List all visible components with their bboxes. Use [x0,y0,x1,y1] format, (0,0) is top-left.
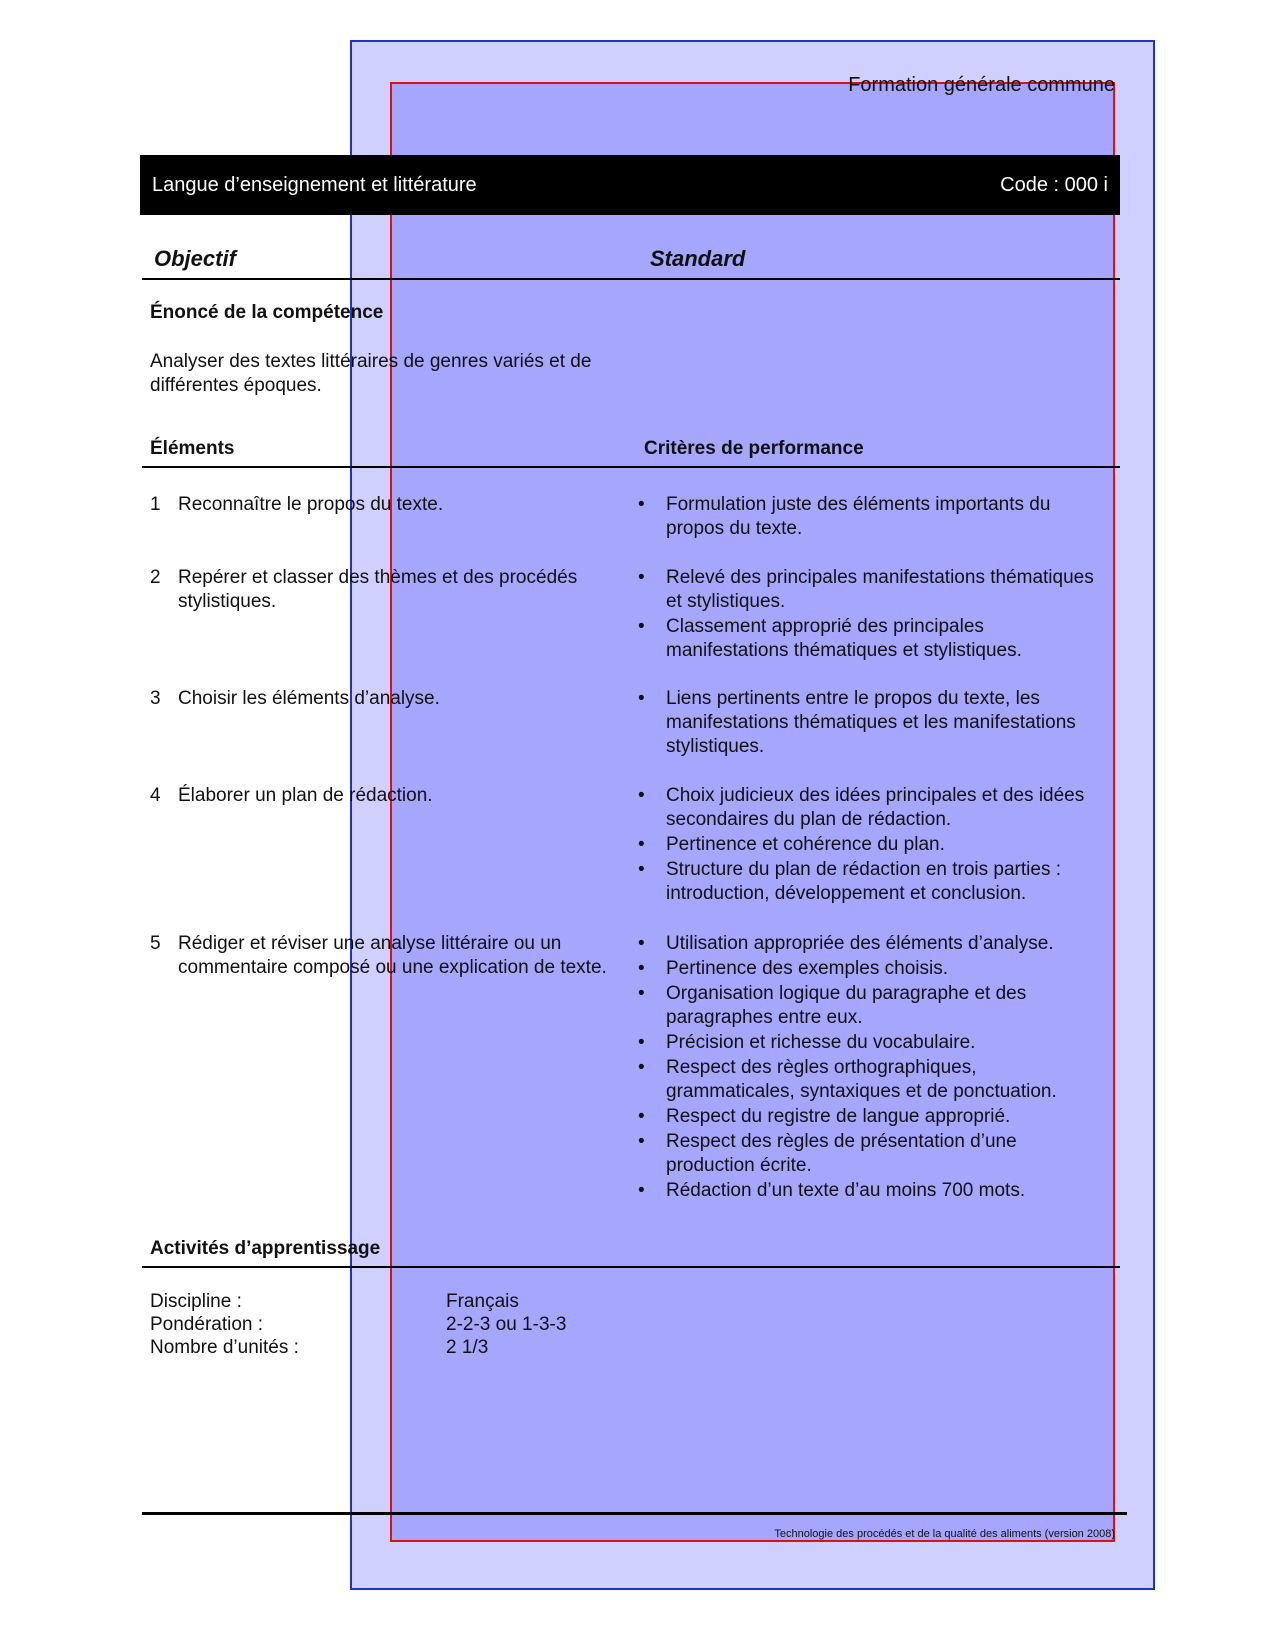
element-item [150,493,630,517]
element-item [150,784,630,808]
bullet-icon: • [638,933,645,954]
course-banner [140,155,1120,215]
discipline-label: Discipline : [150,1291,242,1312]
criteria-list [638,784,1108,907]
criteria-list [638,687,1108,760]
bullet-icon: • [638,688,645,709]
element-number: 3 [150,688,161,709]
criteria-label: Critères de performance [644,438,864,459]
ponderation-label: Pondération : [150,1314,264,1335]
enonce-label: Énoncé de la compétence [150,302,384,323]
element-text: Choisir les éléments d’analyse. [178,688,440,709]
units-value: 2 1/3 [446,1337,489,1358]
criteria-list [638,566,1108,664]
objective-label: Objectif [154,246,236,271]
element-item [150,687,630,711]
ponderation-value: 2-2-3 ou 1-3-3 [446,1314,567,1335]
element-number: 2 [150,567,161,588]
criterion-item: • Organisation logique du paragraphe et des paragraphes entre eux. [638,983,1027,1028]
bullet-icon: • [638,1057,645,1078]
discipline-value: Français [446,1291,519,1312]
bullet-icon: • [638,1180,645,1201]
criterion-item: • Respect des règles orthographiques, grammaticales, syntaxiques et de ponctuation. [638,1057,1057,1102]
criterion-item: • Utilisation appropriée des éléments d’analyse. [638,933,1054,954]
criterion-item: • Respect du registre de langue approprié. [638,1106,1011,1127]
objective-header [142,242,1120,280]
footer-text: Technologie des procédés et de la qualité des aliments (version 2008) [774,1528,1115,1540]
footer-rule [142,1512,1127,1515]
bullet-icon: • [638,834,645,855]
course-title: Langue d’enseignement et littérature [152,173,477,196]
element-number: 5 [150,933,161,954]
bullet-icon: • [638,567,645,588]
element-text: Reconnaître le propos du texte. [178,494,444,515]
bullet-icon: • [638,785,645,806]
criterion-item: • Structure du plan de rédaction en trois parties : introduction, développement et conclusion. [638,859,1062,904]
bullet-icon: • [638,1131,645,1152]
criterion-item: • Respect des règles de présentation d’une production écrite. [638,1131,1017,1176]
activities-label: Activités d’apprentissage [150,1238,381,1259]
bullet-icon: • [638,494,645,515]
criterion-item: • Rédaction d’un texte d’au moins 700 mots. [638,1180,1026,1201]
criteria-list [638,493,1108,542]
standard-label: Standard [650,246,746,271]
criterion-item: • Classement approprié des principales manifestations thématiques et stylistiques. [638,616,1022,661]
units-label: Nombre d’unités : [150,1337,299,1358]
bullet-icon: • [638,1106,645,1127]
elements-header [142,436,1120,468]
elements-label: Éléments [150,438,235,459]
criterion-item: • Pertinence des exemples choisis. [638,958,948,979]
element-text: Élaborer un plan de rédaction. [178,785,433,806]
criterion-item: • Précision et richesse du vocabulaire. [638,1032,976,1053]
activities-header [142,1236,1120,1268]
running-head: Formation générale commune [848,74,1115,96]
criterion-item: • Formulation juste des éléments importants du propos du texte. [638,494,1051,539]
bullet-icon: • [638,616,645,637]
element-item [150,566,630,614]
element-item [150,932,630,980]
element-text: Repérer et classer des thèmes et des procédés stylistiques. [178,567,578,612]
bullet-icon: • [638,983,645,1004]
criterion-item: • Liens pertinents entre le propos du texte, les manifestations thématiques et les manifestations stylistiques. [638,688,1076,757]
criteria-list [638,932,1108,1204]
bullet-icon: • [638,958,645,979]
element-number: 1 [150,494,161,515]
criterion-item: • Relevé des principales manifestations thématiques et stylistiques. [638,567,1094,612]
bullet-icon: • [638,859,645,880]
course-code: Code : 000 i [1000,173,1108,196]
criterion-item: • Choix judicieux des idées principales et des idées secondaires du plan de rédaction. [638,785,1085,830]
bullet-icon: • [638,1032,645,1053]
element-text: Rédiger et réviser une analyse littéraire ou un commentaire composé ou une explication de texte. [178,933,607,978]
element-number: 4 [150,785,161,806]
criterion-item: • Pertinence et cohérence du plan. [638,834,945,855]
enonce-text: Analyser des textes littéraires de genres variés et de différentes époques. [150,351,592,396]
